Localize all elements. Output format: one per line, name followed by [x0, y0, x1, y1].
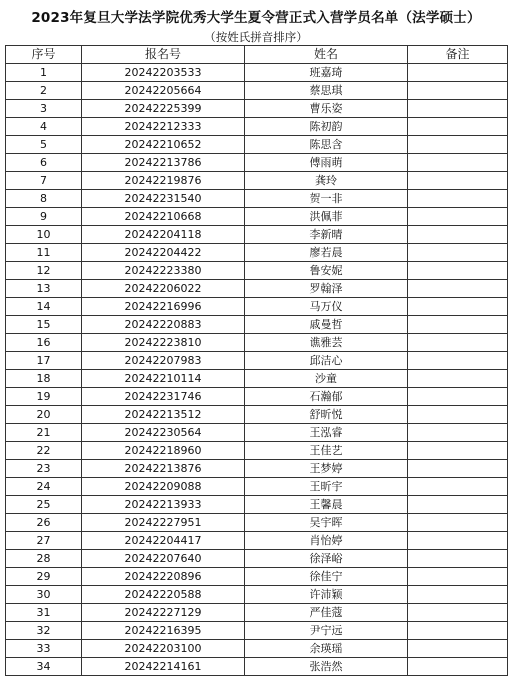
remarks — [408, 478, 508, 496]
table-row — [6, 244, 508, 262]
student-name: 尹宁远 — [245, 622, 408, 640]
table-row — [6, 298, 508, 316]
registration-number: 20242203533 — [82, 64, 245, 82]
registration-number: 20242219876 — [82, 172, 245, 190]
remarks — [408, 172, 508, 190]
table-row — [6, 154, 508, 172]
registration-number: 20242205664 — [82, 82, 245, 100]
student-name: 班嘉琦 — [245, 64, 408, 82]
row-index: 9 — [6, 208, 82, 226]
registration-number: 20242209088 — [82, 478, 245, 496]
student-name: 陈思含 — [245, 136, 408, 154]
row-index: 8 — [6, 190, 82, 208]
student-name: 王馨晨 — [245, 496, 408, 514]
row-index: 19 — [6, 388, 82, 406]
table-row — [6, 334, 508, 352]
table-row — [6, 100, 508, 118]
registration-number: 20242204422 — [82, 244, 245, 262]
row-index: 13 — [6, 280, 82, 298]
student-name: 罗翰泽 — [245, 280, 408, 298]
student-name: 王佳艺 — [245, 442, 408, 460]
table-row — [6, 118, 508, 136]
row-index: 26 — [6, 514, 82, 532]
table-row — [6, 370, 508, 388]
remarks — [408, 280, 508, 298]
row-index: 29 — [6, 568, 82, 586]
table-row — [6, 388, 508, 406]
row-index: 28 — [6, 550, 82, 568]
registration-number: 20242204417 — [82, 532, 245, 550]
registration-number: 20242206022 — [82, 280, 245, 298]
header-index: 序号 — [6, 46, 82, 64]
registration-number: 20242231540 — [82, 190, 245, 208]
row-index: 3 — [6, 100, 82, 118]
header-name: 姓名 — [245, 46, 408, 64]
registration-number: 20242207640 — [82, 550, 245, 568]
remarks — [408, 226, 508, 244]
table-row — [6, 460, 508, 478]
student-name: 陈初韵 — [245, 118, 408, 136]
row-index: 14 — [6, 298, 82, 316]
registration-number: 20242207983 — [82, 352, 245, 370]
row-index: 17 — [6, 352, 82, 370]
registration-number: 20242231746 — [82, 388, 245, 406]
row-index: 5 — [6, 136, 82, 154]
student-name: 鲁安妮 — [245, 262, 408, 280]
registration-number: 20242227129 — [82, 604, 245, 622]
document-title: 2023年复旦大学法学院优秀大学生夏令营正式入营学员名单（法学硕士） — [31, 10, 481, 26]
student-name: 余瑛瑶 — [245, 640, 408, 658]
table-row — [6, 208, 508, 226]
row-index: 15 — [6, 316, 82, 334]
remarks — [408, 658, 508, 676]
student-name: 张浩然 — [245, 658, 408, 676]
table-row — [6, 82, 508, 100]
remarks — [408, 460, 508, 478]
remarks — [408, 100, 508, 118]
registration-number: 20242230564 — [82, 424, 245, 442]
row-index: 33 — [6, 640, 82, 658]
row-index: 31 — [6, 604, 82, 622]
row-index: 20 — [6, 406, 82, 424]
row-index: 11 — [6, 244, 82, 262]
registration-number: 20242223810 — [82, 334, 245, 352]
row-index: 21 — [6, 424, 82, 442]
student-name: 龚玲 — [245, 172, 408, 190]
table-row — [6, 640, 508, 658]
row-index: 10 — [6, 226, 82, 244]
table-row — [6, 496, 508, 514]
table-row — [6, 568, 508, 586]
row-index: 12 — [6, 262, 82, 280]
student-name: 徐佳宁 — [245, 568, 408, 586]
remarks — [408, 316, 508, 334]
row-index: 1 — [6, 64, 82, 82]
row-index: 6 — [6, 154, 82, 172]
student-name: 王梦婷 — [245, 460, 408, 478]
registration-number: 20242210668 — [82, 208, 245, 226]
table-body — [6, 64, 508, 676]
header-registration-number: 报名号 — [82, 46, 245, 64]
remarks — [408, 550, 508, 568]
table-row — [6, 352, 508, 370]
registration-number: 20242210114 — [82, 370, 245, 388]
remarks — [408, 496, 508, 514]
registration-number: 20242210652 — [82, 136, 245, 154]
row-index: 16 — [6, 334, 82, 352]
remarks — [408, 442, 508, 460]
table-row — [6, 532, 508, 550]
table-row — [6, 280, 508, 298]
registration-number: 20242218960 — [82, 442, 245, 460]
remarks — [408, 190, 508, 208]
registration-number: 20242225399 — [82, 100, 245, 118]
table-row — [6, 514, 508, 532]
student-name: 戚曼哲 — [245, 316, 408, 334]
student-name: 徐泽峪 — [245, 550, 408, 568]
registration-number: 20242227951 — [82, 514, 245, 532]
remarks — [408, 208, 508, 226]
header-remarks: 备注 — [408, 46, 508, 64]
table-row — [6, 172, 508, 190]
table-header-row — [6, 46, 508, 64]
remarks — [408, 406, 508, 424]
row-index: 25 — [6, 496, 82, 514]
registration-number: 20242213786 — [82, 154, 245, 172]
student-name: 曹乐姿 — [245, 100, 408, 118]
remarks — [408, 604, 508, 622]
remarks — [408, 82, 508, 100]
table-row — [6, 424, 508, 442]
table-row — [6, 604, 508, 622]
table-row — [6, 658, 508, 676]
table-row — [6, 550, 508, 568]
remarks — [408, 64, 508, 82]
row-index: 7 — [6, 172, 82, 190]
table-row — [6, 136, 508, 154]
table-row — [6, 190, 508, 208]
row-index: 32 — [6, 622, 82, 640]
registration-number: 20242214161 — [82, 658, 245, 676]
registration-number: 20242216395 — [82, 622, 245, 640]
student-name: 蔡思琪 — [245, 82, 408, 100]
student-name: 邱洁心 — [245, 352, 408, 370]
remarks — [408, 514, 508, 532]
registration-number: 20242216996 — [82, 298, 245, 316]
student-name: 肖怡婷 — [245, 532, 408, 550]
remarks — [408, 532, 508, 550]
remarks — [408, 424, 508, 442]
remarks — [408, 568, 508, 586]
student-name: 王昕宇 — [245, 478, 408, 496]
registration-number: 20242212333 — [82, 118, 245, 136]
student-name: 李新晴 — [245, 226, 408, 244]
student-name: 谯雅芸 — [245, 334, 408, 352]
registration-number: 20242223380 — [82, 262, 245, 280]
student-name: 严佳蔻 — [245, 604, 408, 622]
student-name: 马万仪 — [245, 298, 408, 316]
registration-number: 20242220588 — [82, 586, 245, 604]
row-index: 23 — [6, 460, 82, 478]
remarks — [408, 154, 508, 172]
table-row — [6, 262, 508, 280]
remarks — [408, 388, 508, 406]
row-index: 22 — [6, 442, 82, 460]
registration-number: 20242220883 — [82, 316, 245, 334]
table-row — [6, 226, 508, 244]
student-name: 许沛颖 — [245, 586, 408, 604]
registration-number: 20242220896 — [82, 568, 245, 586]
table-row — [6, 586, 508, 604]
student-name: 傅雨萌 — [245, 154, 408, 172]
row-index: 2 — [6, 82, 82, 100]
table-row — [6, 442, 508, 460]
row-index: 18 — [6, 370, 82, 388]
remarks — [408, 244, 508, 262]
student-name: 吴宇晖 — [245, 514, 408, 532]
remarks — [408, 586, 508, 604]
registration-number: 20242213933 — [82, 496, 245, 514]
row-index: 27 — [6, 532, 82, 550]
document-subtitle: （按姓氏拼音排序） — [204, 30, 308, 44]
table-row — [6, 406, 508, 424]
student-name: 王泓睿 — [245, 424, 408, 442]
registration-number: 20242213876 — [82, 460, 245, 478]
row-index: 24 — [6, 478, 82, 496]
table-row — [6, 316, 508, 334]
remarks — [408, 640, 508, 658]
remarks — [408, 370, 508, 388]
remarks — [408, 136, 508, 154]
table-row — [6, 478, 508, 496]
registration-number: 20242213512 — [82, 406, 245, 424]
registration-number: 20242204118 — [82, 226, 245, 244]
row-index: 30 — [6, 586, 82, 604]
remarks — [408, 298, 508, 316]
registration-number: 20242203100 — [82, 640, 245, 658]
remarks — [408, 118, 508, 136]
student-name: 贺一非 — [245, 190, 408, 208]
row-index: 4 — [6, 118, 82, 136]
row-index: 34 — [6, 658, 82, 676]
student-name: 石瀚郁 — [245, 388, 408, 406]
student-name: 廖若晨 — [245, 244, 408, 262]
student-list-table — [5, 45, 508, 676]
remarks — [408, 352, 508, 370]
student-name: 舒昕悦 — [245, 406, 408, 424]
student-name: 洪佩菲 — [245, 208, 408, 226]
student-name: 沙童 — [245, 370, 408, 388]
table-row — [6, 64, 508, 82]
remarks — [408, 262, 508, 280]
remarks — [408, 334, 508, 352]
